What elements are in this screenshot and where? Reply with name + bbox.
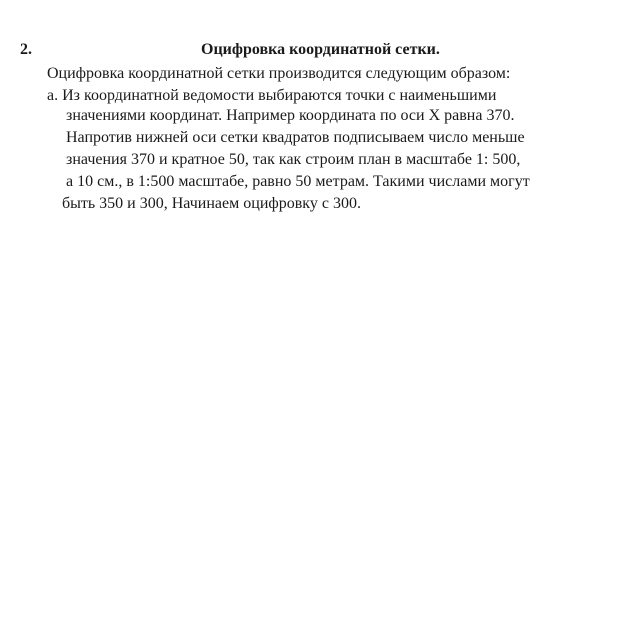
paragraph-line: а. Из координатной ведомости выбираются точки с наименьшими (47, 87, 497, 104)
paragraph-line: значениями координат. Например координата по оси X равна 370. (66, 107, 515, 124)
section-title: Оцифровка координатной сетки. (201, 41, 440, 58)
paragraph-line: быть 350 и 300, Начинаем оцифровку с 300. (62, 195, 361, 212)
paragraph-line: Оцифровка координатной сетки производится следующим образом: (47, 65, 511, 82)
section-number: 2. (20, 41, 32, 58)
paragraph-line: Напротив нижней оси сетки квадратов подписываем число меньше (66, 129, 525, 146)
paragraph-line: значения 370 и кратное 50, так как строим план в масштабе 1: 500, (66, 151, 521, 168)
paragraph-line: а 10 см., в 1:500 масштабе, равно 50 метрам. Такими числами могут (66, 173, 530, 190)
